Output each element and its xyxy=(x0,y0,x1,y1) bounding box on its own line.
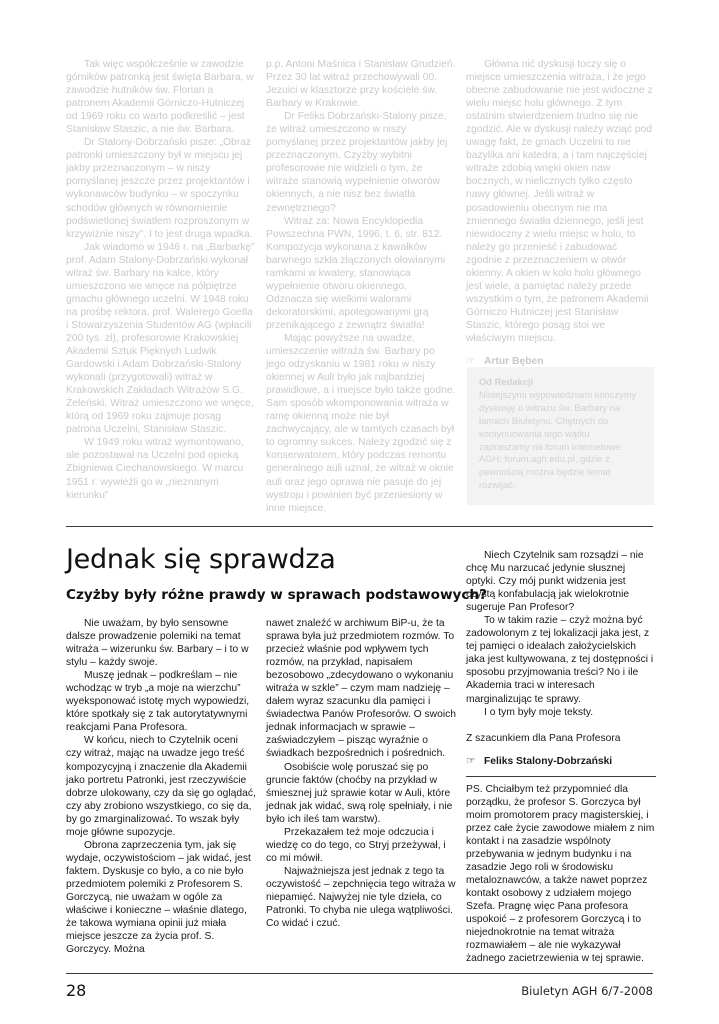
paragraph: Muszę jednak – podkreślam – nie wchodząc w tryb „a moje na wierzchu” wyeksponować istotę mych wypowiedzi, które spotkały się z tak autorytatywnymi reakcjami Pana Profesora. xyxy=(66,670,250,734)
paragraph: Mając powyższe na uwadze, umieszczenie witraża św. Barbary po jego odzyskaniu w 1981 roku w niszy okiennej w Auli było jak najbardziej prawidłowe, a i miejsce było także godne. Sam sposób wkomponowania witraża w ramę okienną może nie był zachwycający, ale w tamtych czasach był to ogromny sukces. Należy zgodzić się z konserwatorem, który podczas remontu generalnego auli uznał, że witraż w oknie auli oraz jego oprawa nie pasuje do jej wystroju i powinien być przeniesiony w inne miejsce. xyxy=(266,332,456,514)
top-article-column-3 xyxy=(466,58,656,368)
article-column-3 xyxy=(466,549,656,965)
paragraph: Osobiście wolę poruszać się po gruncie faktów (choćby na przykład w śmiesznej już sprawie kotar w Auli, które jednak jak widać, swą rolę spełniały, i nie było ich ileś tam warstw). xyxy=(266,761,453,825)
paragraph: Dr Feliks Dobrzański-Stalony pisze, że witraż umieszczono w niszy pomyślanej przez projektantów jakby jej przeznaczonym. Czyżby wybitni profesorowie nie widzieli o tym, że witraże stanowią wypełnienie otworów okiennych, a nie nisz bez światła zewnętrznego? xyxy=(266,111,448,214)
top-article-column-2 xyxy=(266,58,456,515)
paragraph: p.p. Antoni Maśnica i Stanisław Grudzień. Przez 30 lat witraż przechowywali 00. Jezuici w klasztorze przy kościele św. Barbary w Krakowie. xyxy=(266,59,456,110)
footer-divider xyxy=(66,973,653,974)
author-name: Artur Bęben xyxy=(484,356,544,368)
page-number: 28 xyxy=(66,981,87,1000)
article-column-2 xyxy=(266,617,456,930)
top-article-column-1 xyxy=(66,58,256,502)
paragraph: I o tym były moje teksty. xyxy=(484,706,594,718)
paragraph: Najważniejsza jest jednak z tego ta oczywistość – zepchnięcia tego witraża w niepamięć. Najwyżej nie tyle dzieła, co Patronki. To chyba nie ulega wątpliwości. Co widać i czuć. xyxy=(266,865,456,930)
postscript-text: PS. Chciałbym też przypomnieć dla porządku, że profesor S. Gorczyca był moim promotorem pracy magisterskiej, i przez całe życie zawodowe miałem z nim kontakt i na zasadzie wspólnoty przebywania w jednym budynku i na zasadzie Jego roli w środowisku metaloznawców, a także nawet poprzez kontakt osobowy z udziałem mojego Szefa. Pragnę więc Pana profesora uspokoić – z profesorem Gorczycą i to niejednokrotnie na temat witraża rozmawiałem – ale nie wykazywał żadnego zacietrzewienia w tej sprawie. xyxy=(466,783,655,965)
editorial-note xyxy=(467,367,654,505)
article-subheadline: Czyżby były różne prawdy w sprawach podstawowych? xyxy=(66,587,487,603)
paragraph: Jak wiadomo w 1946 r. na „Barbarkę” prof. Adam Stalony-Dobrzański wykonał witraż św. Barbary na kalce, który umieszczono we wnęce na półpiętrze gmachu głównego uczelni. W 1948 roku na prośbę rektora, prof. Walerego Goetla i Stowarzyszenia Studentów AG (wpłacili 200 tys. zł), profesorowie Krakowskiej Akademii Sztuk Pięknych Ludwik Gardowski i Adam Dobrzański-Stalony wykonali (przygotowali) witraż w Krakowskich Zakładach Witrażów S.G. Żeleński. Witraż umieszczono we wnęce, którą od 1969 roku zajmuje posąg patrona Uczelni, Stanisław Staszic. xyxy=(66,241,255,436)
paragraph: W 1949 roku witraż wymontowano, ale pozostawał na Uczelni pod opieką Zbigniewa Ciechanowskiego. W marcu 1951 r. wywieźli go w „nieznanym kierunku” xyxy=(66,437,244,501)
pointing-hand-icon: ☞ xyxy=(466,356,476,368)
pointing-hand-icon: ☞ xyxy=(466,755,476,767)
paragraph: nawet znaleźć w archiwum BiP-u, że ta sprawa była już przedmiotem rozmów. To przecież właśnie pod wpływem tych rozmów, na przykład, napisałem bezosobowo „zdecydowano o wykonaniu witraża w szkle” – czym mam nadzieję – dałem wyraz szacunku dla pamięci i świadectwa Panów Profesorów. O swoich jednak informacjach w sprawie – zaświadczyłem – pisząc wyraźnie o świadkach bezpośrednich i pośrednich. xyxy=(266,618,457,760)
article-author xyxy=(466,755,656,768)
paragraph: Nie uważam, by było sensowne dalsze prowadzenie polemiki na temat witraża – wizerunku św. Barbary – i to w stylu – każdy swoje. xyxy=(66,618,249,669)
paragraph: W końcu, niech to Czytelnik oceni czy witraż, mając na uwadze jego treść kompozycyjną i znaczenie dla Akademii jako portretu Patronki, jest rzeczywiście dobrze ulokowany, czy da się go oglądać, czy aby zrobiono wszystkiego, co się da, by go zmarginalizować. To wszak były moje główne supozycje. xyxy=(66,735,256,838)
section-divider xyxy=(66,526,653,527)
author-name: Feliks Stalony-Dobrzański xyxy=(484,755,613,767)
editorial-note-title: Od Redakcji xyxy=(479,376,534,387)
paragraph: Główna nić dyskusji toczy się o miejsce umieszczenia witraża, i że jego obecne zabudowanie nie jest widoczne z wielu miejsc holu głównego. Z tym ostatnim stwierdzeniem trudno się nie zgodzić. Ale w dyskusji należy wziąć pod uwagę fakt, że gmach Uczelni to nie bazylika ani katedra, a i tam najczęściej witraże zdobią wnęki okien naw bocznych, w nielicznych tylko często nawy głównej. Jeśli witraż w posadowieniu obecnym nie ma zmiennego światła dziennego, jeśli jest niewidoczny z wielu miejsc w holu, to należy go przenieść i zabudować zgodnie z przeznaczeniem w otwór okienny. A okien w kolo holu głównego jest wiele, a pamiętać należy przede wszystkim o tym, że patronem Akademii Górniczo Hutniczej jest Stanisław Staszic, którego posąg stoi we właściwym miejscu. xyxy=(466,59,653,344)
paragraph: To w takim razie – czyż można być zadowolonym z tej lokalizacji jaka jest, z tej pamięci o idealach założycielskich jaka jest kultywowana, z tej dostępności i sposobu przyjmowania treści? No i ile Akademia traci w interesach marginalizując te sprawy. xyxy=(466,615,654,705)
paragraph: Witraż za: Nowa Encyklopedia Powszechna PWN, 1996, t. 6, str. 812. Kompozycja wykonana z kawałków barwnego szkła złączonych ołowianymi ramkami w kwatery, stanowiąca wypełnienie otworu okiennego. Odznacza się wielkimi walorami dekoratorskimi, apotegowanymi grą przenikającego z zewnątrz światła! xyxy=(266,215,446,331)
paragraph: Tak więc współcześnie w zawodzie górników patronką jest święta Barbara, w zawodzie hutników św. Florian a patronem Akademii Górniczo-Hutniczej od 1969 roku co warto podkreślić – jest Stanisław Staszic, a nie św. Barbara. xyxy=(66,59,254,136)
paragraph: Przekazałem też moje odczucia i wiedzę co do tego, co Stryj przeżywał, i co mi mówił. xyxy=(266,826,446,864)
paragraph: Niech Czytelnik sam rozsądzi – nie chcę Mu narzucać jedynie słusznej optyki. Czy mój punkt widzenia jest czystą konfabulacją jak wielokrotnie sugeruje Pan Profesor? xyxy=(466,550,644,614)
editorial-note-text: Niniejszymi wypowiedziami kończymy dyskusję o witrażu św. Barbary na łamach Biuletynu. Chętnych do kontynuowania tego wątku zapraszamy na forum internetowe AGH: forum.agh.edu.pl, gdzie z pewnością można będzie temat rozwijać. xyxy=(479,388,637,491)
paragraph: Obrona zaprzeczenia tym, jak się wydaje, oczywistościom – jak widać, jest faktem. Dyskusje co było, a co nie było przedmiotem polemiki z Profesorem S. Gorczycą, nie uważam w ogóle za właściwe i konieczne – właśnie dlatego, że takowa wymiana opinii już miała miejsce jeszcze za życia prof. S. Gorczycy. Można xyxy=(66,839,251,956)
postscript xyxy=(466,776,656,966)
paragraph: Dr Stalony-Dobrzański pisze: „Obraz patronki umieszczony był w miejscu jej jakby przeznaczonym – w niszy pomyślanej jeszcze przez projektantów i wykonawców budynku – w spoczynku schodów głównych w równomiernie podświetlonej światłem rozproszonym w krzywiźnie niszy”. I to jest druga wpadka. xyxy=(66,137,253,240)
article-column-1 xyxy=(66,617,256,956)
publication-title: Biuletyn AGH 6/7-2008 xyxy=(521,984,653,998)
closing-line: Z szacunkiem dla Pana Profesora xyxy=(466,732,621,744)
article-headline: Jednak się sprawdza xyxy=(66,544,336,575)
